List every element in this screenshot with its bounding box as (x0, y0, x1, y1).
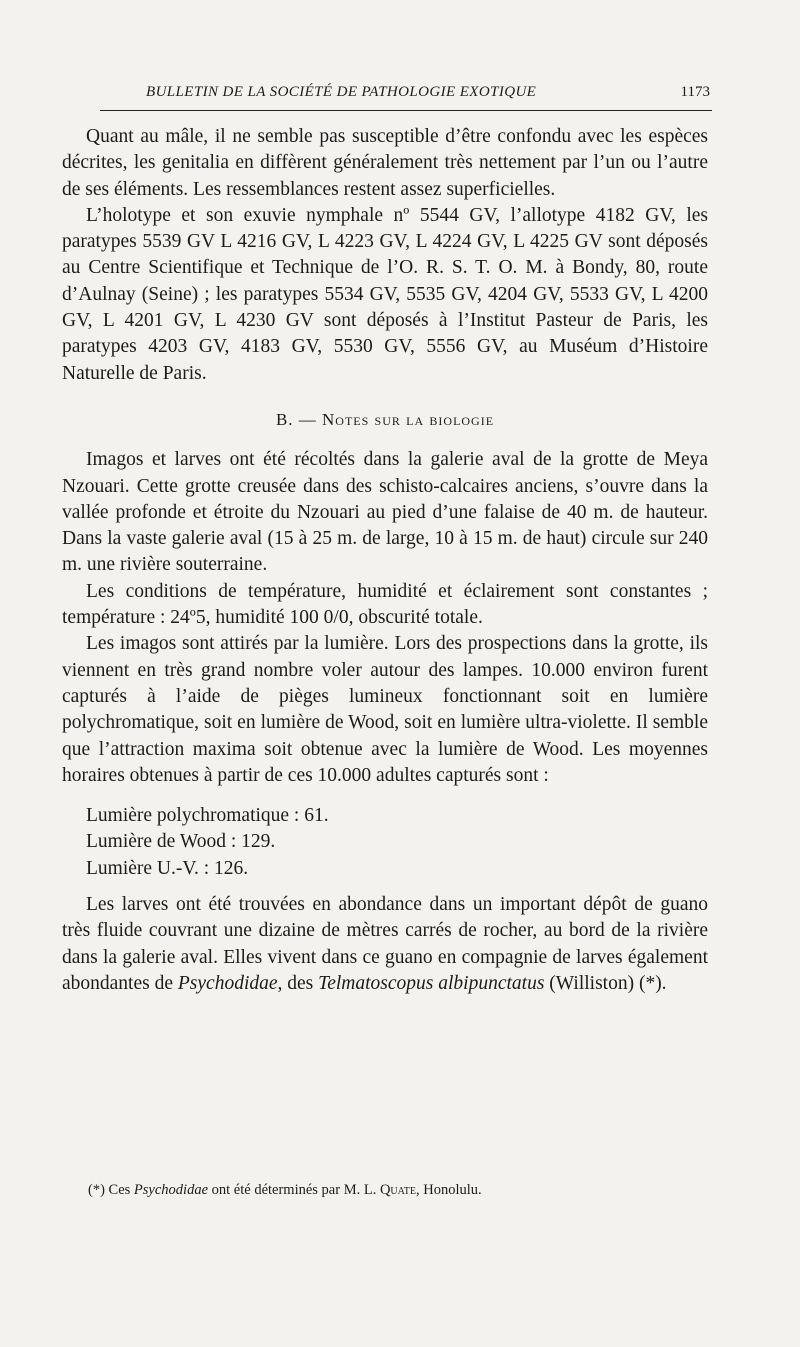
page-header (100, 80, 712, 111)
running-title: BULLETIN DE LA SOCIÉTÉ DE PATHOLOGIE EXOTIQUE (146, 84, 537, 100)
footnote-author: Quate (379, 1182, 416, 1198)
light-capture-list (62, 803, 708, 882)
paragraph-imagos: Les imagos sont attirés par la lumière. Lors des prospections dans la grotte, ils viennent en très grand nombre voler autour des lampes. 10.000 environ furent capturés à l’aide de pièges lumineux fonctionnant soit en lumière polychromatique, soit en lumière de Wood, soit en lumière ultra-violette. Il semble que l’attraction maxima soit obtenue avec la lumière de Wood. Les moyennes horaires obtenues à partir de ces 10.000 adultes capturés sont : (62, 633, 708, 786)
paragraph-male-description: Quant au mâle, il ne semble pas susceptible d’être confondu avec les espèces décrites, les genitalia en diffèrent généralement très nettement par l’un ou l’autre de ses éléments. Les ressemblances restent assez superficielles. (62, 126, 708, 200)
larvae-text-b: , des (277, 972, 319, 994)
footnote-mark: (*) Ces (88, 1182, 134, 1198)
list-item: Lumière de Wood : 129. (86, 831, 276, 853)
footnote (88, 1180, 708, 1200)
larvae-text-c: (Williston) (*). (544, 972, 667, 994)
taxon-psychodidae: Psychodidae (177, 972, 278, 994)
footnote-taxon: Psychodidae (133, 1182, 209, 1198)
larvae-text-a: Les larves ont été trouvées en abondance dans un important dépôt de guano très fluide couvrant une dizaine de mètres carrés de rocher, au bord de la rivière dans la galerie aval. Elles vivent dans ce guano en compagnie de larves également abondantes de (62, 894, 708, 994)
footnote-place: , Honolulu. (415, 1182, 482, 1198)
paragraph-larvae (62, 892, 708, 997)
footnote-text: ont été déterminés par M. L. (208, 1182, 380, 1198)
paragraph-type-material: L’holotype et son exuvie nymphale nº 5544 GV, l’allotype 4182 GV, les paratypes 5539 GV L 4216 GV, L 4223 GV, L 4224 GV, L 4225 GV sont déposés au Centre Scientifique et Technique de l’O. R. S. T. O. M. à Bondy, 80, route d’Aulnay (Seine) ; les paratypes 5534 GV, 5535 GV, 4204 GV, 5533 GV, L 4200 GV, L 4201 GV, L 4230 GV sont déposés à l’Institut Pasteur de Paris, les paratypes 4203 GV, 4183 GV, 5530 GV, 5556 GV, au Muséum d’Histoire Naturelle de Paris. (62, 204, 708, 384)
body-text (62, 124, 708, 997)
section-heading (62, 407, 708, 433)
list-item: Lumière polychromatique : 61. (86, 805, 329, 827)
paragraph-conditions: Les conditions de température, humidité et éclairement sont constantes ; température : 24º5, humidité 100 0/0, obscurité totale. (62, 580, 708, 629)
list-item: Lumière U.-V. : 126. (86, 857, 249, 879)
section-title: Notes sur la biologie (322, 409, 495, 429)
paragraph-locality: Imagos et larves ont été récoltés dans la galerie aval de la grotte de Meya Nzouari. Cette grotte creusée dans des schisto-calcaires anciens, s’ouvre dans la vallée profonde et étroite du Nzouari au pied d’une falaise de 40 m. de hauteur. Dans la vaste galerie aval (15 à 25 m. de large, 10 à 15 m. de haut) circule sur 240 m. une rivière souterraine. (62, 449, 708, 576)
page-number: 1173 (680, 84, 710, 100)
taxon-telmatoscopus: Telmatoscopus albipunctatus (318, 972, 545, 994)
section-letter: B. — (275, 409, 317, 429)
